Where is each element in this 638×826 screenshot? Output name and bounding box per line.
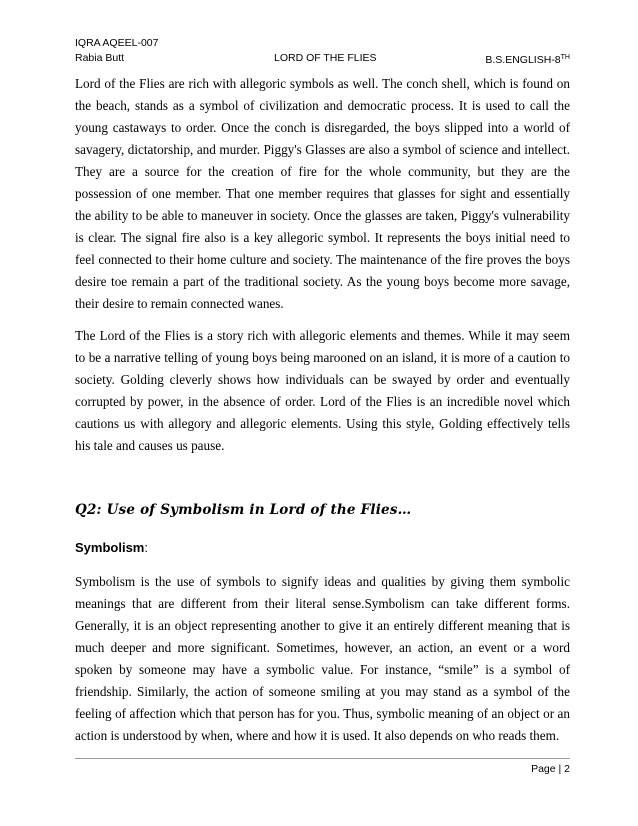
page-footer bbox=[75, 758, 570, 780]
header-row bbox=[75, 51, 570, 65]
header-course bbox=[485, 51, 570, 67]
header-author: Rabia Butt bbox=[75, 52, 125, 64]
body-text-bottom bbox=[75, 571, 570, 747]
header-student-id: IQRA AQEEL-007 bbox=[75, 37, 159, 49]
paragraph-1: Lord of the Flies are rich with allegoric symbols as well. The conch shell, which is found on the beach, stands as a symbol of civilization and democratic process. It is used to call the young castaways to order. Once the conch is disregarded, the boys slipped into a world of savagery, dictatorship, and murder. Piggy's Glasses are also a symbol of science and intellect. They are a source for the creation of fire for the whole community, but they are the possession of one member. That one member requires that glasses for sight and essentially the ability to be able to maneuver in society. Once the glasses are taken, Piggy's vulnerability is clear. The signal fire also is a key allegoric symbol. It represents the boys initial need to feel connected to their home culture and society. The maintenance of the fire proves the boys desire toe remain a part of the traditional society. As the young boys become more savage, their desire to remain connected wanes. bbox=[75, 76, 570, 311]
subheading-colon: : bbox=[144, 540, 148, 555]
subheading bbox=[75, 538, 148, 558]
paragraph-3: Symbolism is the use of symbols to signify ideas and qualities by giving them symbolic meanings that are different from their literal sense.Symbolism can take different forms. Generally, it is an object representing another to give it an entirely different meaning that is much deeper and more significant. Sometimes, however, an action, an event or a word spoken by someone may have a symbolic value. For instance, “smile” is a symbol of friendship. Similarly, the action of someone smiling at you may stand as a symbol of the feeling of affection which that person has for you. Thus, symbolic meaning of an object or an action is understood by when, where and how it is used. It also depends on who reads them. bbox=[75, 574, 570, 743]
header-course-main: B.S.ENGLISH-8 bbox=[485, 54, 561, 66]
subheading-bold: Symbolism bbox=[75, 540, 145, 555]
footer-rule bbox=[75, 758, 570, 759]
header-course-sup: TH bbox=[560, 54, 570, 61]
header-title: LORD OF THE FLIES bbox=[274, 52, 377, 64]
page-number: Page | 2 bbox=[531, 763, 570, 775]
body-text-top bbox=[75, 73, 570, 457]
paragraph-2: The Lord of the Flies is a story rich with allegoric elements and themes. While it may seem to be a narrative telling of young boys being marooned on an island, it is more of a caution to society. Golding cleverly shows how individuals can be swayed by order and eventually corrupted by power, in the absence of order. Lord of the Flies is an incredible novel which cautions us with allegory and allegoric elements. Using this style, Golding effectively tells his tale and causes us pause. bbox=[75, 328, 570, 453]
section-heading: Q2: Use of Symbolism in Lord of the Flies… bbox=[75, 502, 412, 518]
page-header bbox=[75, 36, 570, 68]
